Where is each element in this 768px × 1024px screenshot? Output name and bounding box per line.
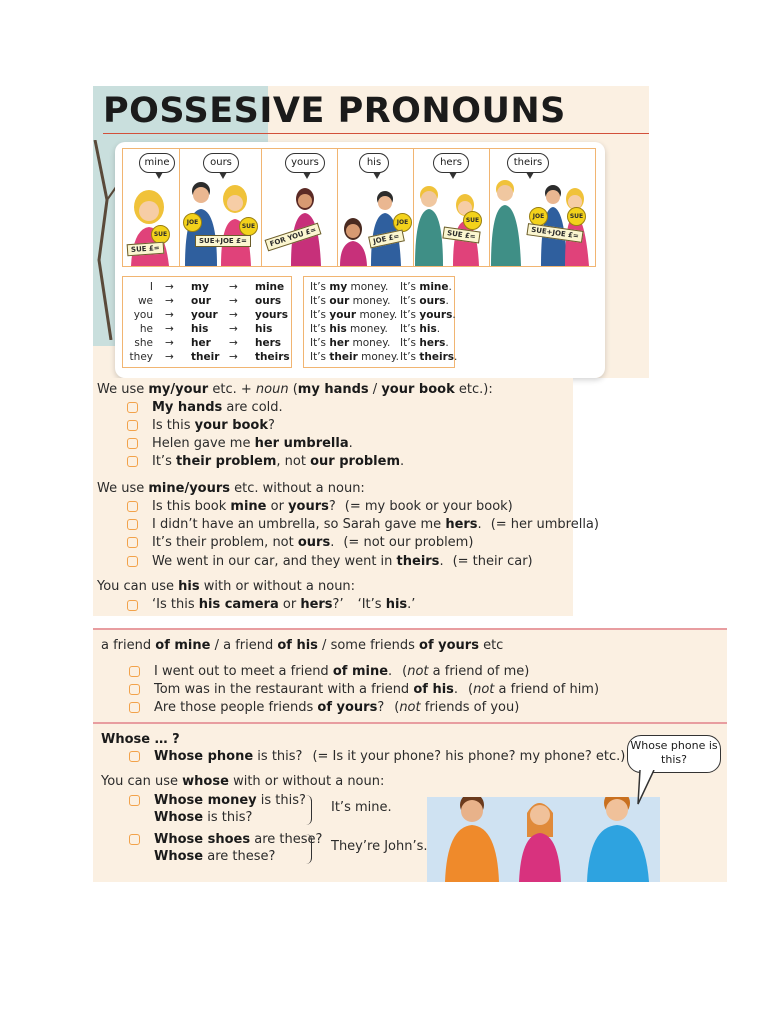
money-row: [304, 280, 454, 294]
money-tag: SUE £=: [127, 242, 164, 257]
bubble-ours: ours: [203, 153, 239, 173]
name-badge: JOE: [183, 213, 202, 232]
example-line: I didn’t have an umbrella, so Sarah gave me hers. (= her umbrella): [152, 517, 599, 532]
possessive-adjective: our: [191, 295, 211, 307]
example-line: Helen gave me her umbrella.: [152, 436, 353, 451]
section-heading: a friend of mine / a friend of his / some friends of yours etc: [101, 638, 504, 653]
money-tag: SUE £=: [442, 227, 480, 244]
possessive-adjective: her: [191, 337, 211, 349]
money-row: [304, 336, 454, 350]
illustration-strip: [122, 148, 596, 267]
money-sentence: It’s our money.: [310, 295, 391, 307]
checkbox[interactable]: [129, 834, 140, 845]
pronoun-sentence: It’s ours.: [400, 295, 449, 307]
arrow: →: [229, 281, 238, 293]
example-line: My hands are cold.: [152, 400, 283, 415]
possessive-pronoun: ours: [255, 295, 282, 307]
arrow: →: [229, 295, 238, 307]
possessive-pronoun: hers: [255, 337, 282, 349]
arrow: →: [229, 337, 238, 349]
subject-pronoun: they: [129, 351, 153, 363]
checkbox[interactable]: [127, 519, 138, 530]
checkbox[interactable]: [127, 556, 138, 567]
pronoun-row: [123, 336, 291, 350]
arrow: →: [165, 295, 174, 307]
example-line: I went out to meet a friend of mine. (not a friend of me): [154, 664, 530, 679]
bubble-hers: hers: [433, 153, 469, 173]
section-heading: Whose … ?: [101, 732, 180, 747]
example-line: It’s their problem, not our problem.: [152, 454, 405, 469]
arrow: →: [165, 351, 174, 363]
money-sentence: It’s her money.: [310, 337, 391, 349]
bubble-yours: yours: [285, 153, 325, 173]
arrow: →: [229, 351, 238, 363]
money-sentence: It’s their money.: [310, 351, 399, 363]
checkbox[interactable]: [127, 456, 138, 467]
checkbox[interactable]: [127, 537, 138, 548]
pronoun-table: [122, 276, 292, 368]
pronoun-row: [123, 280, 291, 294]
title-underline: [103, 133, 649, 134]
arrow: →: [229, 323, 238, 335]
rule-line: You can use whose with or without a noun:: [101, 774, 385, 789]
pronoun-sentence: It’s yours.: [400, 309, 456, 321]
possessive-pronoun: mine: [255, 281, 285, 293]
possessive-adjective: my: [191, 281, 209, 293]
brace: [305, 795, 312, 825]
money-row: [304, 294, 454, 308]
pronoun-row: [123, 350, 291, 364]
subject-pronoun: you: [133, 309, 153, 321]
name-badge: SUE: [463, 211, 482, 230]
bubble-theirs: theirs: [507, 153, 549, 173]
example-line: Whose shoes are these?: [154, 832, 323, 847]
example-line: Whose are these?: [154, 849, 276, 864]
pronoun-sentence: It’s mine.: [400, 281, 452, 293]
checkbox[interactable]: [129, 751, 140, 762]
checkbox[interactable]: [127, 402, 138, 413]
rule-line: You can use his with or without a noun:: [97, 579, 356, 594]
arrow: →: [229, 309, 238, 321]
checkbox[interactable]: [129, 702, 140, 713]
arrow: →: [165, 337, 174, 349]
money-row: [304, 308, 454, 322]
money-table: [303, 276, 458, 368]
rule-line: We use my/your etc. + noun (my hands / your book etc.):: [97, 382, 493, 397]
pronoun-sentence: It’s hers.: [400, 337, 449, 349]
name-badge: SUE: [567, 207, 586, 226]
subject-pronoun: he: [139, 323, 153, 335]
example-line: ‘Is this his camera or hers?’ ‘It’s his.’: [152, 597, 416, 612]
checkbox[interactable]: [129, 666, 140, 677]
pronoun-sentence: It’s theirs.: [400, 351, 458, 363]
checkbox[interactable]: [127, 420, 138, 431]
money-tag: SUE+JOE £=: [526, 223, 583, 243]
possessive-pronoun: yours: [255, 309, 288, 321]
example-line: Whose is this?: [154, 810, 253, 825]
possessive-pronoun: theirs: [255, 351, 290, 363]
answer-text: It’s mine.: [331, 800, 392, 815]
pronoun-sentence: It’s his.: [400, 323, 441, 335]
money-sentence: It’s my money.: [310, 281, 389, 293]
name-badge: SUE: [151, 225, 170, 244]
pronoun-row: [123, 308, 291, 322]
possessive-adjective: his: [191, 323, 209, 335]
example-line: Tom was in the restaurant with a friend of his. (not a friend of him): [154, 682, 600, 697]
arrow: →: [165, 309, 174, 321]
subject-pronoun: I: [149, 281, 153, 293]
answer-text: They’re John’s.: [331, 839, 428, 854]
money-tag: JOE £=: [368, 230, 404, 249]
checkbox[interactable]: [127, 501, 138, 512]
checkbox[interactable]: [129, 795, 140, 806]
arrow: →: [165, 323, 174, 335]
name-badge: JOE: [529, 207, 548, 226]
arrow: →: [165, 281, 174, 293]
example-line: It’s their problem, not ours. (= not our problem): [152, 535, 474, 550]
name-badge: SUE: [239, 217, 258, 236]
example-line: Is this book mine or yours? (= my book or your book): [152, 499, 513, 514]
page-title: POSSESIVE PRONOUNS: [103, 91, 566, 131]
name-badge: JOE: [393, 213, 412, 232]
example-line: Whose phone is this? (= Is it your phone? his phone? my phone? etc.): [154, 749, 626, 764]
money-tag: SUE+JOE £=: [195, 235, 251, 247]
speech-tail: [636, 770, 658, 806]
pronoun-row: [123, 322, 291, 336]
possessive-pronoun: his: [255, 323, 273, 335]
example-line: Whose money is this?: [154, 793, 306, 808]
checkbox[interactable]: [129, 684, 140, 695]
possessive-adjective: their: [191, 351, 220, 363]
checkbox[interactable]: [127, 438, 138, 449]
money-row: [304, 322, 454, 336]
money-sentence: It’s his money.: [310, 323, 388, 335]
whose-phone-illustration: [427, 797, 660, 882]
checkbox[interactable]: [127, 600, 138, 611]
rule-line: We use mine/yours etc. without a noun:: [97, 481, 365, 496]
example-line: Are those people friends of yours? (not friends of you): [154, 700, 520, 715]
bubble-mine: mine: [139, 153, 175, 173]
example-line: We went in our car, and they went in theirs. (= their car): [152, 554, 533, 569]
money-row: [304, 350, 458, 364]
pronoun-row: [123, 294, 291, 308]
money-sentence: It’s your money.: [310, 309, 398, 321]
people-illustration: [427, 797, 660, 882]
money-tag: FOR YOU £=: [265, 223, 322, 252]
subject-pronoun: she: [134, 337, 153, 349]
possessive-adjective: your: [191, 309, 218, 321]
brace: [305, 834, 312, 864]
subject-pronoun: we: [137, 295, 153, 307]
bubble-his: his: [359, 153, 389, 173]
speech-bubble: Whose phone is this?: [627, 735, 721, 773]
example-line: Is this your book?: [152, 418, 275, 433]
